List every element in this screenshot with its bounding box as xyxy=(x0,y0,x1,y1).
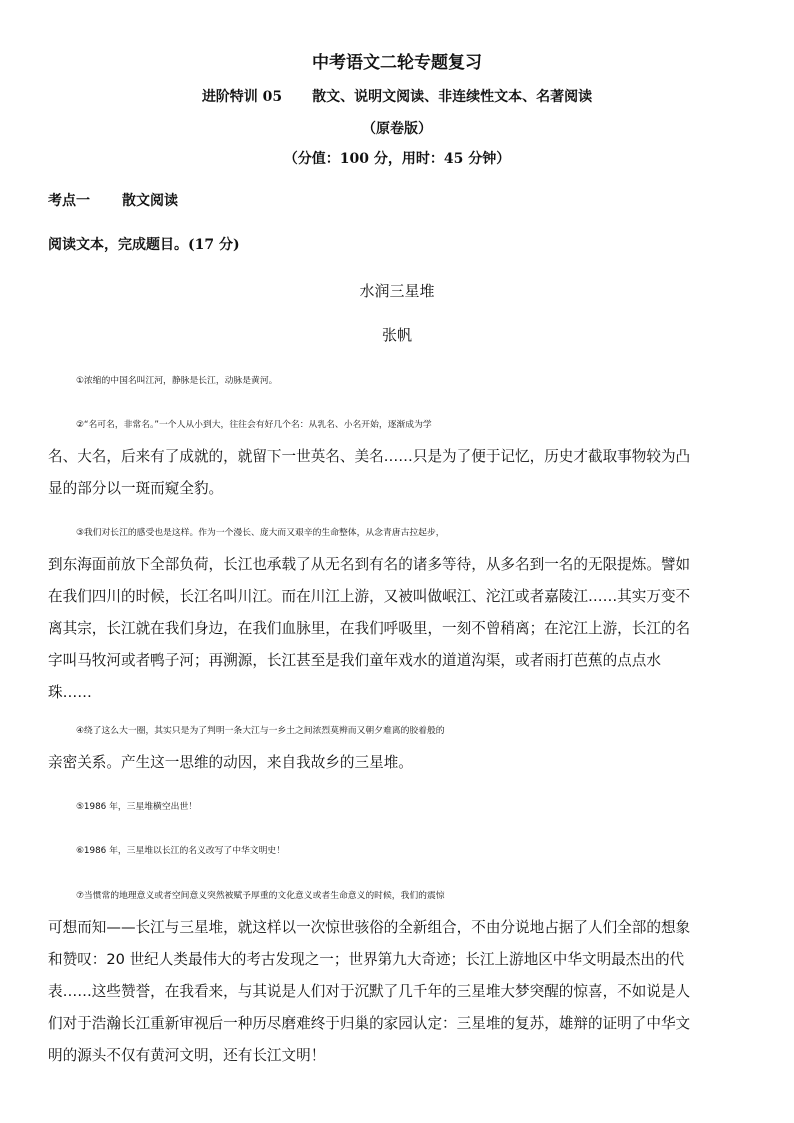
edition-label: （原卷版） xyxy=(362,121,432,137)
subtitle-topics: 散文、说明文阅读、非连续性文本、名著阅读 xyxy=(312,89,593,105)
paragraph-line: 离其宗，长江就在我们身边，在我们血脉里，在我们呼吸里，一刻不曾稍离；在沱江上游，长江的名 xyxy=(48,620,691,637)
reading-instruction: 阅读文本，完成题目。(17 分) xyxy=(48,237,240,253)
score-time-info: （分值：100 分，用时：45 分钟） xyxy=(283,151,511,167)
paragraph-line: 名、大名，后来有了成就的，就留下一世英名、美名……只是为了便于记忆，历史才截取事物较为凸 xyxy=(48,448,691,465)
subtitle-series: 进阶特训 05 xyxy=(201,89,283,105)
paragraph-line: ⑦当惯常的地理意义或者空间意义突然被赋予厚重的文化意义或者生命意义的时候，我们的震惊 xyxy=(76,891,445,901)
paragraph-line: 们对于浩瀚长江重新审视后一种历尽磨难终于归巢的家园认定：三星堆的复苏，雄辩的证明了中华文 xyxy=(48,1015,691,1032)
document-title: 中考语文二轮专题复习 xyxy=(312,53,482,73)
paragraph-line: 表……这些赞誉，在我看来，与其说是人们对于沉默了几千年的三星堆大梦突醒的惊喜，不如说是人 xyxy=(48,983,691,1000)
paragraph-line: ①浓缩的中国名叫江河，静脉是长江，动脉是黄河。 xyxy=(76,376,278,386)
paragraph-line: ④绕了这么大一圈，其实只是为了判明一条大江与一乡土之间浓烈莫辨而又朝夕难离的胶着般的 xyxy=(76,726,445,736)
paragraph-line: 字叫马牧河或者鸭子河；再溯源，长江甚至是我们童年戏水的道道沟渠，或者雨打芭蕉的点点水 xyxy=(48,652,661,669)
paragraph-line: ②“名可名，非常名。”一个人从小到大，往往会有好几个名：从乳名、小名开始，逐渐成为学 xyxy=(76,420,432,430)
paragraph-1 xyxy=(48,365,748,397)
paragraph-line: 亲密关系。产生这一思维的动因，来自我故乡的三星堆。 xyxy=(48,754,413,771)
paragraph-line: 和赞叹：20 世纪人类最伟大的考古发现之一；世界第九大奇迹；长江上游地区中华文明最杰出的代 xyxy=(48,951,685,968)
paragraph-3 xyxy=(48,517,748,709)
paragraph-line: 可想而知——长江与三星堆，就这样以一次惊世骇俗的全新组合，不由分说地占据了人们全部的想象 xyxy=(48,919,691,936)
paragraph-line: 到东海面前放下全部负荷，长江也承载了从无名到有名的诸多等待，从多名到一名的无限提炼。譬如 xyxy=(48,556,691,573)
paragraph-line: 珠…… xyxy=(48,684,92,701)
essay-author: 张帆 xyxy=(381,326,412,344)
paragraph-line: 显的部分以一斑而窥全豹。 xyxy=(48,480,224,497)
paragraph-7 xyxy=(48,880,748,1072)
paragraph-line: 在我们四川的时候，长江名叫川江。而在川江上游，又被叫做岷江、沱江或者嘉陵江……其实万变不 xyxy=(48,588,691,605)
essay-title: 水润三星堆 xyxy=(359,282,435,300)
paragraph-line: ⑥1986 年，三星堆以长江的名义改写了中华文明史！ xyxy=(76,846,286,856)
section-label: 考点一 xyxy=(48,193,90,209)
section-heading xyxy=(48,190,178,210)
paragraph-5 xyxy=(48,791,748,823)
paragraph-2 xyxy=(48,409,748,505)
paragraph-line: ⑤1986 年，三星堆横空出世！ xyxy=(76,802,198,812)
section-name: 散文阅读 xyxy=(122,193,178,209)
paragraph-6 xyxy=(48,835,748,867)
paragraph-line: ③我们对长江的感受也是这样。作为一个漫长、庞大而又艰辛的生命整体，从念青唐古拉起步， xyxy=(76,528,445,538)
paragraph-4 xyxy=(48,715,748,779)
paragraph-line: 明的源头不仅有黄河文明，还有长江文明！ xyxy=(48,1047,326,1064)
document-subtitle xyxy=(0,86,794,106)
